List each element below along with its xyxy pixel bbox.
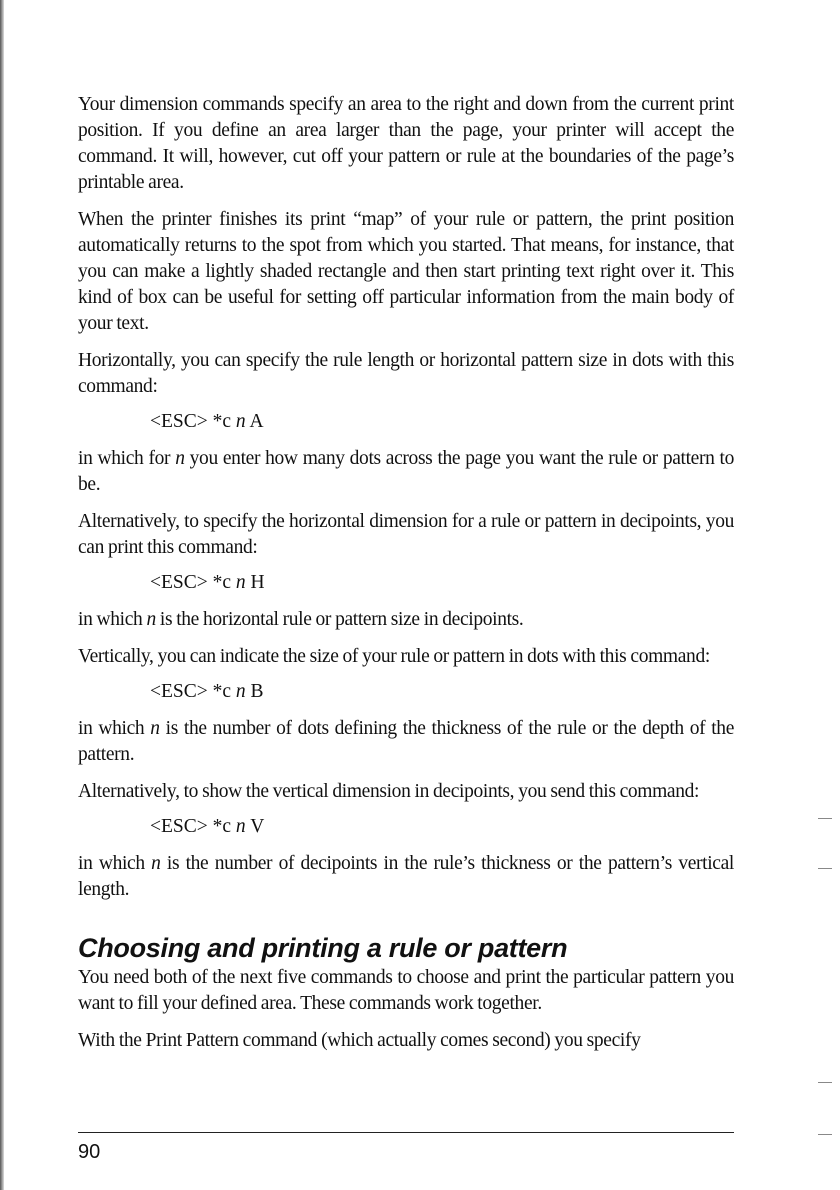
page-binding-edge <box>0 0 4 1190</box>
text-segment: is the number of dots defining the thickness of the rule or the depth of the pattern. <box>78 718 735 765</box>
paragraph-after-a <box>78 446 734 498</box>
paragraph-five-commands: You need both of the next five commands to choose and print the particular pattern you want to fill your defined area. These commands work together. <box>78 967 734 1014</box>
paragraph-alt-vertical: Alternatively, to show the vertical dimension in decipoints, you send this command: <box>78 781 700 802</box>
command-esc-c-n-a <box>150 409 734 435</box>
paragraph-print-pattern: With the Print Pattern command (which actually comes second) you specify <box>78 1030 641 1051</box>
footer-rule <box>78 1132 734 1133</box>
paragraph-horizontal-dots: Horizontally, you can specify the rule length or horizontal pattern size in dots with this command: <box>78 350 734 397</box>
command-esc-c-n-h <box>150 570 734 596</box>
text-segment: you enter how many dots across the page you want the rule or pattern to be. <box>78 448 735 495</box>
command-suffix: H <box>250 572 265 593</box>
text-segment: in which <box>78 609 143 630</box>
command-suffix: B <box>250 681 264 702</box>
document-page <box>78 92 734 1065</box>
command-suffix: A <box>249 411 264 432</box>
paragraph-vertical-dots: Vertically, you can indicate the size of your rule or pattern in dots with this command: <box>78 646 710 667</box>
command-variable: n <box>235 572 246 593</box>
variable-n: n <box>150 718 160 739</box>
text-segment: is the horizontal rule or pattern size in decipoints. <box>159 609 524 630</box>
margin-mark <box>818 868 832 869</box>
text-segment: in which <box>78 718 145 739</box>
page-number: 90 <box>78 1141 101 1163</box>
command-code: <ESC> *c <box>150 411 232 432</box>
command-variable: n <box>235 816 246 837</box>
text-segment: in which <box>78 853 145 874</box>
command-esc-c-n-b <box>150 679 734 705</box>
paragraph-alt-horizontal: Alternatively, to specify the horizontal dimension for a rule or pattern in decipoints, you can print this command: <box>78 511 734 558</box>
margin-mark <box>818 1134 832 1135</box>
command-code: <ESC> *c <box>150 572 232 593</box>
paragraph-after-h <box>78 607 734 633</box>
command-suffix: V <box>250 816 265 837</box>
variable-n: n <box>151 853 161 874</box>
paragraph-dimension-commands: Your dimension commands specify an area to the right and down from the current print position. If you define an area larger than the page, your printer will accept the command. It will, however, cut off your pattern or rule at the boundaries of the page’s printable area. <box>78 94 734 193</box>
variable-n: n <box>175 448 185 469</box>
command-esc-c-n-v <box>150 814 734 840</box>
variable-n: n <box>146 609 156 630</box>
section-heading: Choosing and printing a rule or pattern <box>78 933 568 963</box>
margin-mark <box>818 1082 832 1083</box>
paragraph-print-map: When the printer finishes its print “map” of your rule or pattern, the print position automatically returns to the spot from which you started. That means, for instance, that you can make a lightly shaded rectangle and then start printing text right over it. This kind of box can be useful for setting off particular information from the main body of your text. <box>78 209 734 334</box>
command-code: <ESC> *c <box>150 681 232 702</box>
command-variable: n <box>235 681 246 702</box>
margin-mark <box>818 818 832 819</box>
text-segment: is the number of decipoints in the rule’s thickness or the pattern’s vertical length. <box>78 853 734 900</box>
paragraph-after-v <box>78 851 734 903</box>
command-variable: n <box>235 411 246 432</box>
paragraph-after-b <box>78 716 734 768</box>
command-code: <ESC> *c <box>150 816 232 837</box>
text-segment: in which for <box>78 448 171 469</box>
